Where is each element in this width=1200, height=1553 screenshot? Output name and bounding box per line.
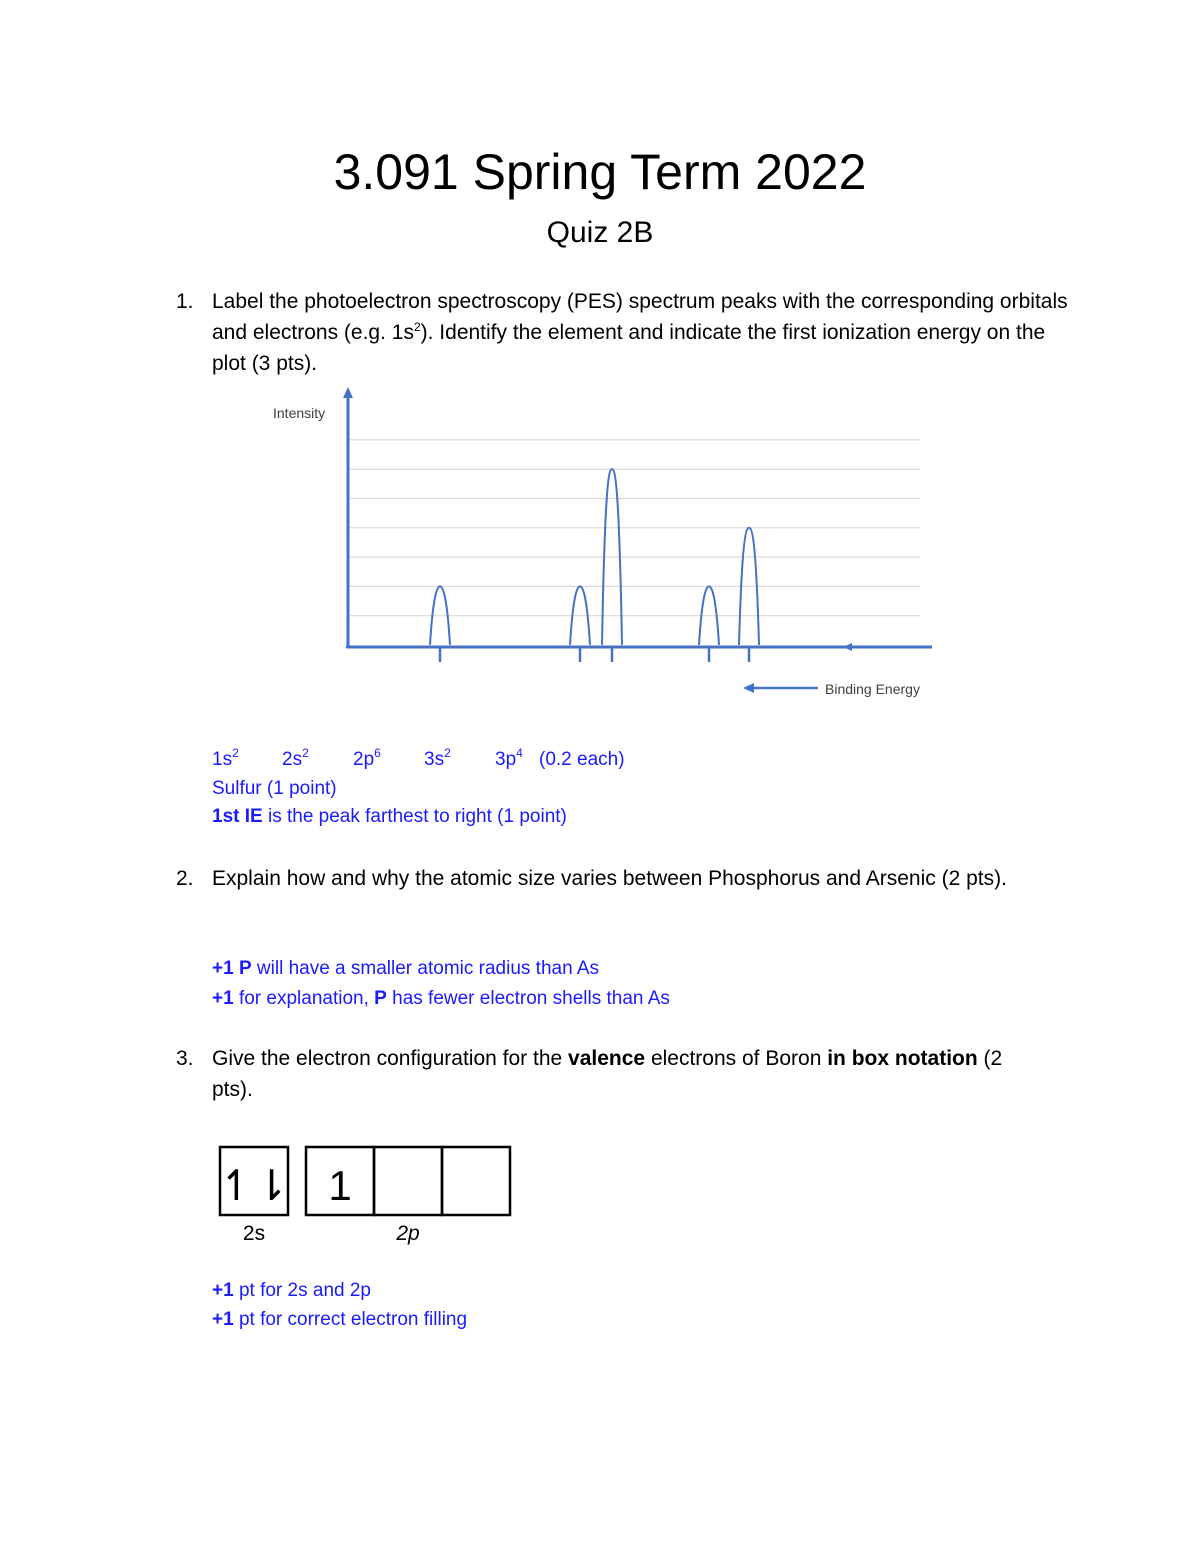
- x-axis-marker: [843, 643, 852, 651]
- q1-answer-element: Sulfur (1 point): [212, 778, 337, 799]
- box-2p-2: [374, 1147, 442, 1215]
- question-3-number: 3.: [176, 1047, 194, 1070]
- chart-ticks: [440, 647, 749, 662]
- answer-label-2: $2s^2$: [282, 746, 309, 770]
- q2-answer-1: +1 P will have a smaller atomic radius than As: [212, 958, 600, 979]
- x-axis-label: Binding Energy: [825, 681, 920, 697]
- answer-label-5: $3p^4$: [495, 746, 523, 770]
- pes-spectrum-chart: [0, 0, 1200, 720]
- q2-answer-2: +1 for explanation, P has fewer electron shells than As: [212, 988, 670, 1009]
- box-2p-3: [442, 1147, 510, 1215]
- q1-answer-labels: [212, 745, 625, 774]
- binding-energy-arrowhead: [743, 683, 754, 693]
- question-1-text-sup: 2: [413, 320, 421, 334]
- label-2p: 2p: [396, 1222, 420, 1245]
- q3-answer-1: +1 pt for 2s and 2p: [212, 1280, 371, 1301]
- question-2-text: Explain how and why the atomic size varies between Phosphorus and Arsenic (2 pts).: [212, 867, 1007, 890]
- q1-answer-ie: 1st IE is the peak farthest to right (1 point): [212, 806, 567, 827]
- question-1-text-a: Label the photoelectron spectroscopy (PES) spectrum peaks with the corresponding orbitals and electrons (e.g. 1s: [212, 290, 1068, 344]
- box-notation-diagram: [210, 1140, 520, 1250]
- answer-label-4: $3s^2$: [424, 746, 451, 770]
- question-1-text-b: ). Identify the element and indicate the first ionization energy on the plot (3 pts).: [212, 321, 1046, 375]
- electron-single: 1: [328, 1162, 352, 1209]
- label-2s: 2s: [242, 1222, 266, 1245]
- y-axis-label: Intensity: [273, 405, 326, 421]
- question-1-number: 1.: [176, 290, 194, 313]
- answer-label-3: $2p^6$: [353, 746, 381, 770]
- y-axis-arrowhead: [343, 387, 353, 398]
- q3-answer-2: +1 pt for correct electron filling: [212, 1309, 468, 1330]
- chart-gridlines: [350, 440, 920, 616]
- answer-label-1: $1s^2$: [212, 746, 239, 770]
- page-subtitle: Quiz 2B: [546, 216, 654, 249]
- question-3-text: Give the electron configuration for the valence electrons of Boron in box notation (2 pts).: [212, 1047, 1003, 1101]
- electron-pair-up-down: ↿⇂: [218, 1162, 290, 1209]
- page-title: 3.091 Spring Term 2022: [333, 144, 867, 200]
- answer-labels-note: (0.2 each): [539, 749, 625, 770]
- question-2-number: 2.: [176, 867, 194, 890]
